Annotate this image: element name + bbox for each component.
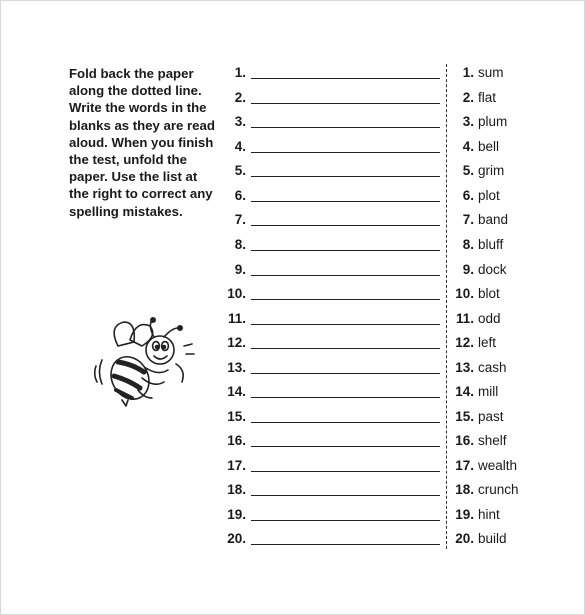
- spelling-word: plot: [478, 188, 500, 203]
- spelling-word: past: [478, 409, 504, 424]
- spelling-word: flat: [478, 90, 497, 105]
- spelling-word: crunch: [478, 482, 519, 497]
- list-item: [448, 139, 548, 163]
- word-number: 19.: [455, 507, 474, 522]
- word-number: 8.: [462, 237, 474, 252]
- blank-row[interactable]: [222, 458, 442, 482]
- blank-row[interactable]: [222, 212, 442, 236]
- answer-line[interactable]: [251, 103, 440, 104]
- list-item: [448, 482, 548, 506]
- word-number: 4.: [462, 139, 474, 154]
- blank-number: 1.: [234, 65, 246, 80]
- spelling-word: bluff: [478, 237, 504, 252]
- list-item: [448, 163, 548, 187]
- word-number: 3.: [462, 114, 474, 129]
- blank-number: 12.: [227, 335, 246, 350]
- bee-icon: [92, 316, 200, 408]
- blank-number: 17.: [227, 458, 246, 473]
- spelling-word: grim: [478, 163, 505, 178]
- blank-number: 8.: [234, 237, 246, 252]
- blank-number: 15.: [227, 409, 246, 424]
- word-number: 11.: [455, 311, 474, 326]
- list-item: [448, 262, 548, 286]
- word-number: 2.: [462, 90, 474, 105]
- blank-row[interactable]: [222, 360, 442, 384]
- answer-line[interactable]: [251, 373, 440, 374]
- answer-line[interactable]: [251, 225, 440, 226]
- blank-number: 4.: [234, 139, 246, 154]
- blank-row[interactable]: [222, 507, 442, 531]
- spelling-word: left: [478, 335, 497, 350]
- blank-number: 19.: [227, 507, 246, 522]
- blank-row[interactable]: [222, 482, 442, 506]
- answer-line[interactable]: [251, 422, 440, 423]
- list-item: [448, 409, 548, 433]
- word-number: 15.: [455, 409, 474, 424]
- word-number: 10.: [455, 286, 474, 301]
- blank-number: 20.: [227, 531, 246, 546]
- blank-row[interactable]: [222, 531, 442, 555]
- word-number: 7.: [462, 212, 474, 227]
- blank-number: 13.: [227, 360, 246, 375]
- word-number: 14.: [455, 384, 474, 399]
- answer-line[interactable]: [251, 299, 440, 300]
- list-item: [448, 531, 548, 555]
- list-item: [448, 458, 548, 482]
- spelling-word: wealth: [478, 458, 518, 473]
- instructions-text: Fold back the paper along the dotted line. Write the words in the blanks as they are read aloud. When you finish the test, unfold the paper. Use the list at the right to correct any spelling mistakes.: [69, 66, 215, 219]
- list-item: [448, 212, 548, 236]
- answer-line[interactable]: [251, 348, 440, 349]
- list-item: [448, 237, 548, 261]
- blank-number: 5.: [234, 163, 246, 178]
- blank-row[interactable]: [222, 163, 442, 187]
- answer-line[interactable]: [251, 397, 440, 398]
- word-number: 6.: [462, 188, 474, 203]
- list-item: [448, 65, 548, 89]
- word-number: 13.: [455, 360, 474, 375]
- word-number: 17.: [455, 458, 474, 473]
- answer-line[interactable]: [251, 520, 440, 521]
- blank-number: 3.: [234, 114, 246, 129]
- blank-number: 18.: [227, 482, 246, 497]
- word-number: 9.: [462, 262, 474, 277]
- answer-line[interactable]: [251, 544, 440, 545]
- answer-line[interactable]: [251, 446, 440, 447]
- blank-row[interactable]: [222, 262, 442, 286]
- answer-line[interactable]: [251, 201, 440, 202]
- blank-number: 14.: [227, 384, 246, 399]
- list-item: [448, 188, 548, 212]
- blank-row[interactable]: [222, 139, 442, 163]
- spelling-word: dock: [478, 262, 507, 277]
- list-item: [448, 360, 548, 384]
- blank-row[interactable]: [222, 188, 442, 212]
- list-item: [448, 114, 548, 138]
- spelling-word: bell: [478, 139, 500, 154]
- blank-number: 10.: [227, 286, 246, 301]
- answer-line[interactable]: [251, 250, 440, 251]
- word-number: 1.: [462, 65, 474, 80]
- spelling-word: shelf: [478, 433, 507, 448]
- answer-line[interactable]: [251, 324, 440, 325]
- list-item: [448, 384, 548, 408]
- answer-line[interactable]: [251, 495, 440, 496]
- blank-row[interactable]: [222, 384, 442, 408]
- spelling-word: band: [478, 212, 509, 227]
- word-number: 20.: [455, 531, 474, 546]
- answer-line[interactable]: [251, 471, 440, 472]
- answer-line[interactable]: [251, 78, 440, 79]
- spelling-word: plum: [478, 114, 508, 129]
- list-item: [448, 286, 548, 310]
- blank-number: 16.: [227, 433, 246, 448]
- blank-row[interactable]: [222, 114, 442, 138]
- blank-row[interactable]: [222, 335, 442, 359]
- spelling-word: hint: [478, 507, 500, 522]
- spelling-word: sum: [478, 65, 504, 80]
- blank-number: 11.: [227, 311, 246, 326]
- answer-line[interactable]: [251, 275, 440, 276]
- spelling-word: odd: [478, 311, 501, 326]
- blank-row[interactable]: [222, 409, 442, 433]
- spelling-word: cash: [478, 360, 507, 375]
- answer-line[interactable]: [251, 152, 440, 153]
- blank-row[interactable]: [222, 311, 442, 335]
- answer-line[interactable]: [251, 176, 440, 177]
- blank-number: 2.: [234, 90, 246, 105]
- list-item: [448, 90, 548, 114]
- blank-row[interactable]: [222, 237, 442, 261]
- blank-number: 9.: [234, 262, 246, 277]
- blank-row[interactable]: [222, 65, 442, 89]
- list-item: [448, 335, 548, 359]
- word-number: 12.: [455, 335, 474, 350]
- word-number: 18.: [455, 482, 474, 497]
- blank-row[interactable]: [222, 433, 442, 457]
- blank-number: 7.: [234, 212, 246, 227]
- blank-row[interactable]: [222, 286, 442, 310]
- answer-line[interactable]: [251, 127, 440, 128]
- fold-dotted-line: [446, 64, 447, 549]
- spelling-word: build: [478, 531, 507, 546]
- spelling-word: blot: [478, 286, 500, 301]
- blank-row[interactable]: [222, 90, 442, 114]
- list-item: [448, 311, 548, 335]
- list-item: [448, 507, 548, 531]
- blank-number: 6.: [234, 188, 246, 203]
- word-number: 5.: [462, 163, 474, 178]
- word-number: 16.: [455, 433, 474, 448]
- list-item: [448, 433, 548, 457]
- spelling-word: mill: [478, 384, 499, 399]
